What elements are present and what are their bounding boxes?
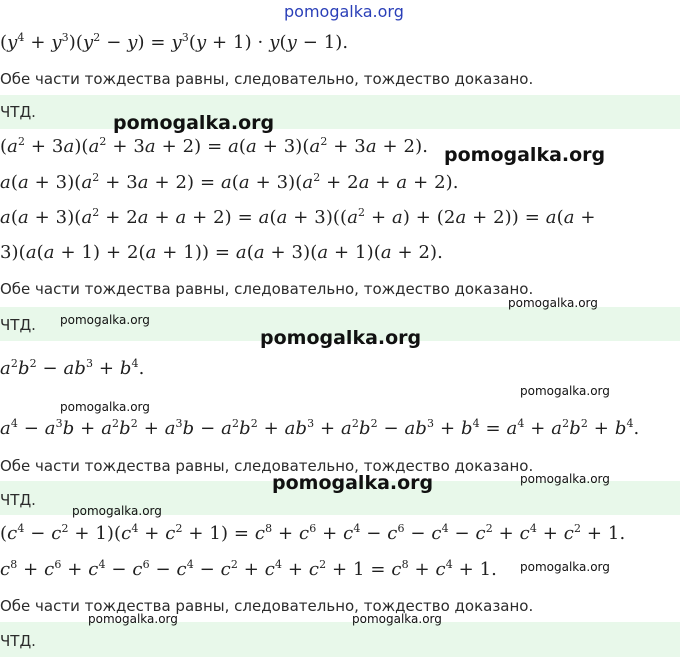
conclusion-text-4: Обе части тождества равны, следовательно, тождество доказано. <box>0 597 534 615</box>
watermark-10: pomogalka.org <box>520 472 610 486</box>
watermark-2: pomogalka.org <box>113 112 275 134</box>
watermark-top: pomogalka.org <box>284 2 404 21</box>
formula-line-6: $a^2b^2 - ab^3 + b^4$. <box>0 357 145 379</box>
watermark-7: pomogalka.org <box>520 384 610 398</box>
formula-line-4: $a(a + 3)(a^2 + 2a + a + 2) = a(a + 3)((a^2 + a) + (2a + 2)) = a(a$ + <box>0 206 596 228</box>
formula-line-8: $(c^4 - c^2 + 1)(c^4 + c^2 + 1) = c^8 + c^6 + c^4 - c^6 - c^4 - c^2 + c^4 + c^2 + 1$. <box>0 522 626 544</box>
conclusion-text-1: Обе части тождества равны, следовательно, тождество доказано. <box>0 70 534 88</box>
formula-line-2: $(a^2 + 3a)(a^2 + 3a + 2) = a(a + 3)(a^2 + 3a + 2)$. <box>0 135 429 157</box>
formula-line-3: $a(a + 3)(a^2 + 3a + 2) = a(a + 3)(a^2 + 2a + a + 2)$. <box>0 171 459 193</box>
watermark-11: pomogalka.org <box>72 504 162 518</box>
watermark-8: pomogalka.org <box>60 400 150 414</box>
qed-label-2: ЧТД. <box>0 316 36 334</box>
conclusion-text-3: Обе части тождества равны, следовательно, тождество доказано. <box>0 457 534 475</box>
qed-label-1: ЧТД. <box>0 103 36 121</box>
watermark-13: pomogalka.org <box>88 612 178 626</box>
watermark-4: pomogalka.org <box>508 296 598 310</box>
watermark-6: pomogalka.org <box>260 327 422 349</box>
formula-line-5: 3)(a(a + 1) + 2(a + 1)) = a(a + 3)(a + 1)(a + 2). <box>0 242 443 263</box>
qed-label-3: ЧТД. <box>0 491 36 509</box>
formula-line-9: $c^8 + c^6 + c^4 - c^6 - c^4 - c^2 + c^4 + c^2 + 1 = c^8 + c^4 + 1$. <box>0 558 497 580</box>
qed-band-4 <box>0 622 680 657</box>
qed-label-4: ЧТД. <box>0 632 36 650</box>
formula-line-7: $a^4 - a^3b + a^2b^2 + a^3b - a^2b^2 + ab^3 + a^2b^2 - ab^3 + b^4 = a^4 + a^2b^2 + b^4$. <box>0 417 640 439</box>
watermark-14: pomogalka.org <box>352 612 442 626</box>
watermark-12: pomogalka.org <box>520 560 610 574</box>
watermark-3: pomogalka.org <box>444 144 606 166</box>
formula-line-1: $(y^4 + y^3)(y^2 - y) = y^3(y + 1) \cdot y(y - 1)$. <box>0 31 349 53</box>
conclusion-text-2: Обе части тождества равны, следовательно, тождество доказано. <box>0 280 534 298</box>
watermark-5: pomogalka.org <box>60 313 150 327</box>
qed-band-1 <box>0 95 680 129</box>
watermark-9: pomogalka.org <box>272 472 434 494</box>
